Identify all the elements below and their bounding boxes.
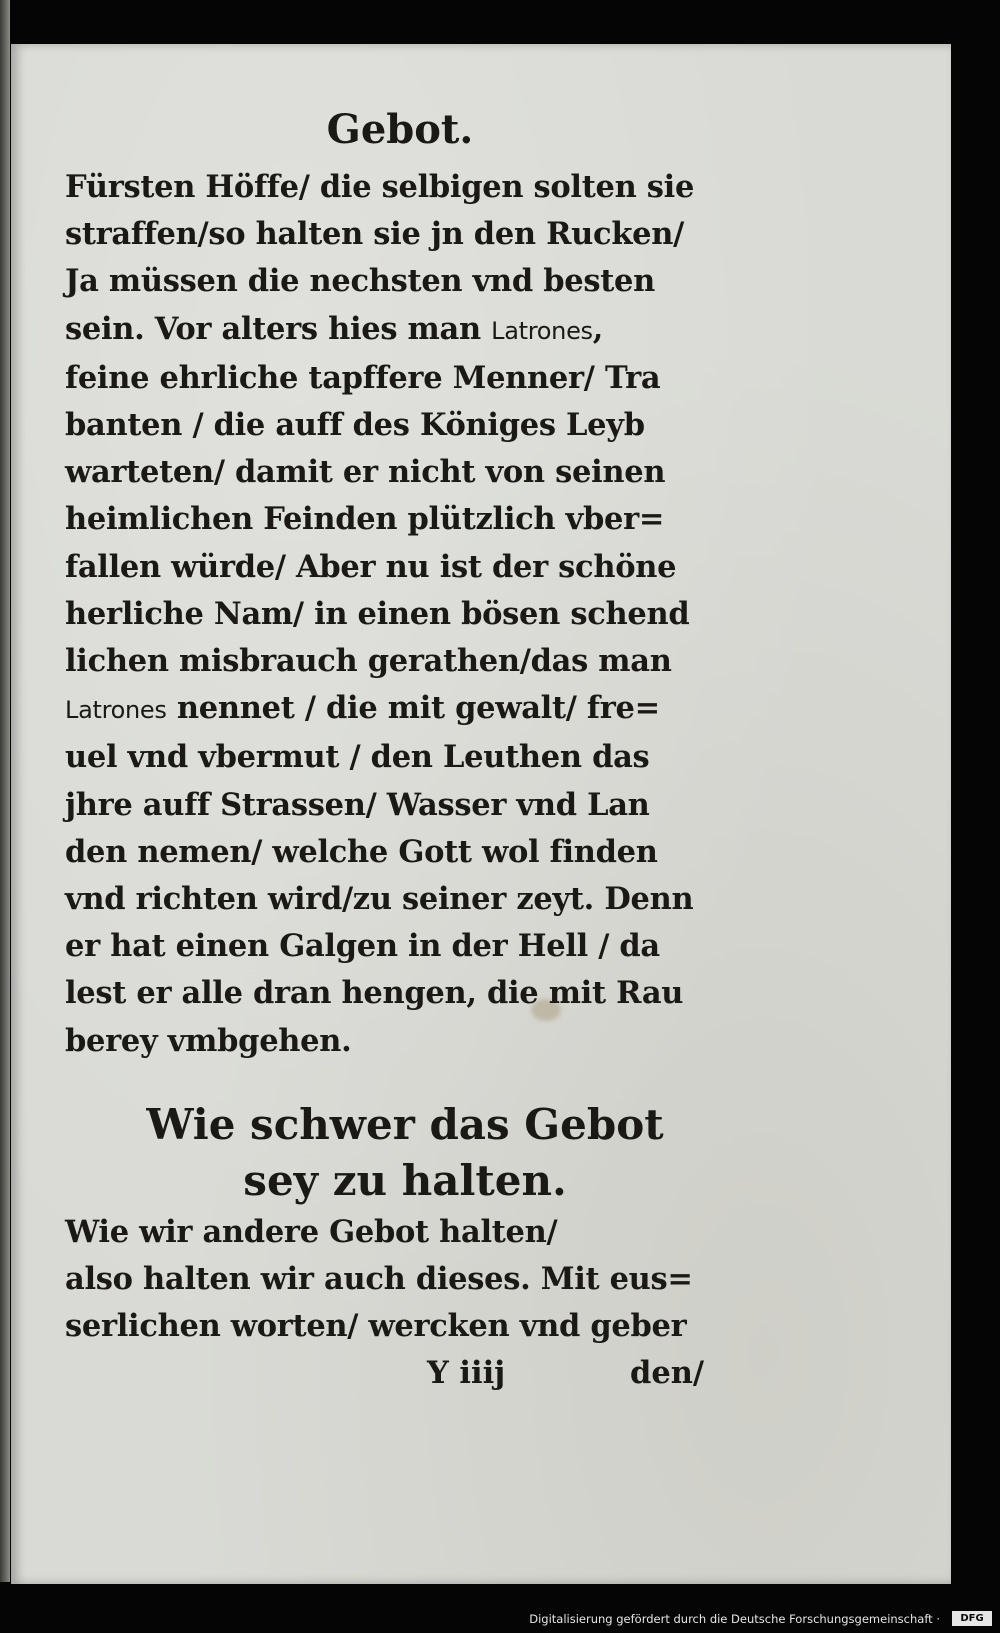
- book-page: [11, 44, 951, 1584]
- body-line: straffen/so halten sie jn den Rucken/: [65, 216, 684, 253]
- section-line: Wie wir andere Gebot halten/: [65, 1213, 558, 1250]
- page-text: [65, 104, 765, 1400]
- body-line: banten / die auff des Königes Leyb: [65, 407, 645, 444]
- book-spine-edge: [0, 0, 10, 1582]
- body-line: heimlichen Feinden plützlich vber=: [65, 501, 665, 538]
- body-line: fallen würde/ Aber nu ist der schöne: [65, 548, 677, 585]
- body-line: berey vmbgehen.: [65, 1022, 352, 1059]
- body-line: uel vnd vbermut / den Leuthen das: [65, 739, 650, 776]
- body-line: jhre auff Strassen/ Wasser vnd Lan: [65, 786, 650, 823]
- body-line: herliche Nam/ in einen bösen schend: [65, 595, 690, 632]
- latin-term: Latrones: [491, 316, 593, 345]
- digitization-credit: Digitalisierung gefördert durch die Deutsche Forschungsgemeinschaft ·: [529, 1612, 940, 1626]
- body-line: feine ehrliche tapffere Menner/ Tra: [65, 359, 661, 396]
- catchword: den/: [630, 1355, 705, 1392]
- signature-mark: Y iiij: [427, 1355, 506, 1392]
- body-line: lichen misbrauch gerathen/das man: [65, 643, 672, 680]
- body-line: Latrones nennet / die mit gewalt/ fre=: [65, 690, 660, 727]
- section-line: also halten wir auch dieses. Mit eus=: [65, 1261, 693, 1298]
- body-line: er hat einen Galgen in der Hell / da: [65, 928, 660, 965]
- section-spacer: [65, 1065, 765, 1097]
- dfg-logo: DFG: [952, 1611, 992, 1626]
- body-line: Ja müssen die nechsten vnd besten: [65, 263, 656, 300]
- body-line: vnd richten wird/zu seiner zeyt. Denn: [65, 881, 694, 918]
- body-line: Fürsten Höffe/ die selbigen solten sie: [65, 169, 695, 205]
- signature-row: [65, 1350, 765, 1400]
- section-heading: Wie schwer das Gebot: [146, 1099, 664, 1149]
- running-head: Gebot.: [326, 106, 474, 153]
- body-line: den nemen/ welche Gott wol finden: [65, 833, 658, 870]
- body-line: lest er alle dran hengen, die mit Rau: [65, 975, 684, 1012]
- body-line: warteten/ damit er nicht von seinen: [65, 454, 666, 491]
- body-line: sein. Vor alters hies man Latrones,: [65, 310, 604, 347]
- section-heading: sey zu halten.: [243, 1155, 567, 1205]
- latin-term: Latrones: [65, 696, 167, 725]
- section-line: serlichen worten/ wercken vnd geber: [65, 1308, 687, 1345]
